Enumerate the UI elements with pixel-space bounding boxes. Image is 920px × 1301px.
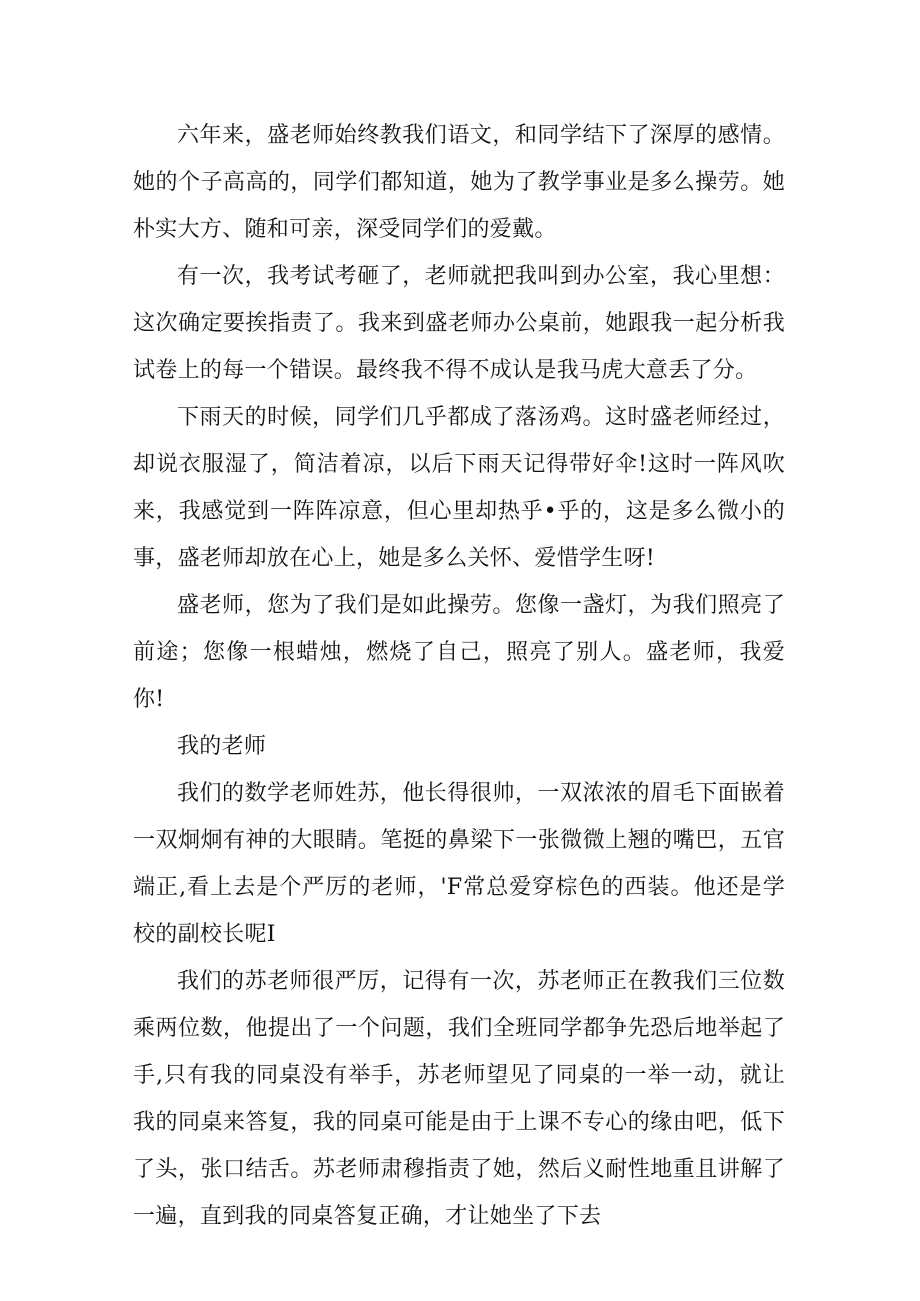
paragraph-6: 我们的苏老师很严厉，记得有一次，苏老师正在教我们三位数乘两位数，他提出了一个问题，我们全班同学都争先恐后地举起了手,只有我的同桌没有举手，苏老师望见了同桌的一举一动，就让我的同桌来答复，我的同桌可能是由于上课不专心的缘由吧，低下了头，张口结舌。苏老师肃穆指责了她，然后义耐性地重且讲解了一遍，直到我的同桌答复正确，才让她坐了下去 bbox=[133, 969, 785, 1229]
paragraph-1: 六年来，盛老师始终教我们语文，和同学结下了深厚的感情。她的个子高高的，同学们都知道，她为了教学事业是多么操劳。她朴实大方、随和可亲，深受同学们的爱戴。 bbox=[133, 123, 785, 242]
paragraph-2: 有一次，我考试考砸了，老师就把我叫到办公室，我心里想：这次确定要挨指责了。我来到盛老师办公桌前，她跟我一起分析我试卷上的每一个错误。最终我不得不成认是我马虎大意丢了分。 bbox=[133, 264, 785, 383]
paragraph-4: 盛老师，您为了我们是如此操劳。您像一盏灯，为我们照亮了前途；您像一根蜡烛，燃烧了自己，照亮了别人。盛老师，我爱你! bbox=[133, 593, 785, 712]
section-heading: 我的老师 bbox=[177, 734, 267, 759]
paragraph-3: 下雨天的时候，同学们几乎都成了落汤鸡。这时盛老师经过，却说衣服湿了，简洁着凉，以后下雨天记得带好伞!这时一阵风吹来，我感觉到一阵阵凉意，但心里却热乎•乎的，这是多么微小的事，盛老师却放在心上，她是多么关怀、爱惜学生呀! bbox=[133, 405, 785, 571]
paragraph-5: 我们的数学老师姓苏，他长得很帅，一双浓浓的眉毛下面嵌着一双炯炯有神的大眼睛。笔挺的鼻梁下一张微微上翘的嘴巴，五官端正,看上去是个严厉的老师，'F常总爱穿棕色的西装。他还是学校的副校长呢I bbox=[133, 781, 785, 947]
document-body bbox=[133, 112, 785, 1240]
